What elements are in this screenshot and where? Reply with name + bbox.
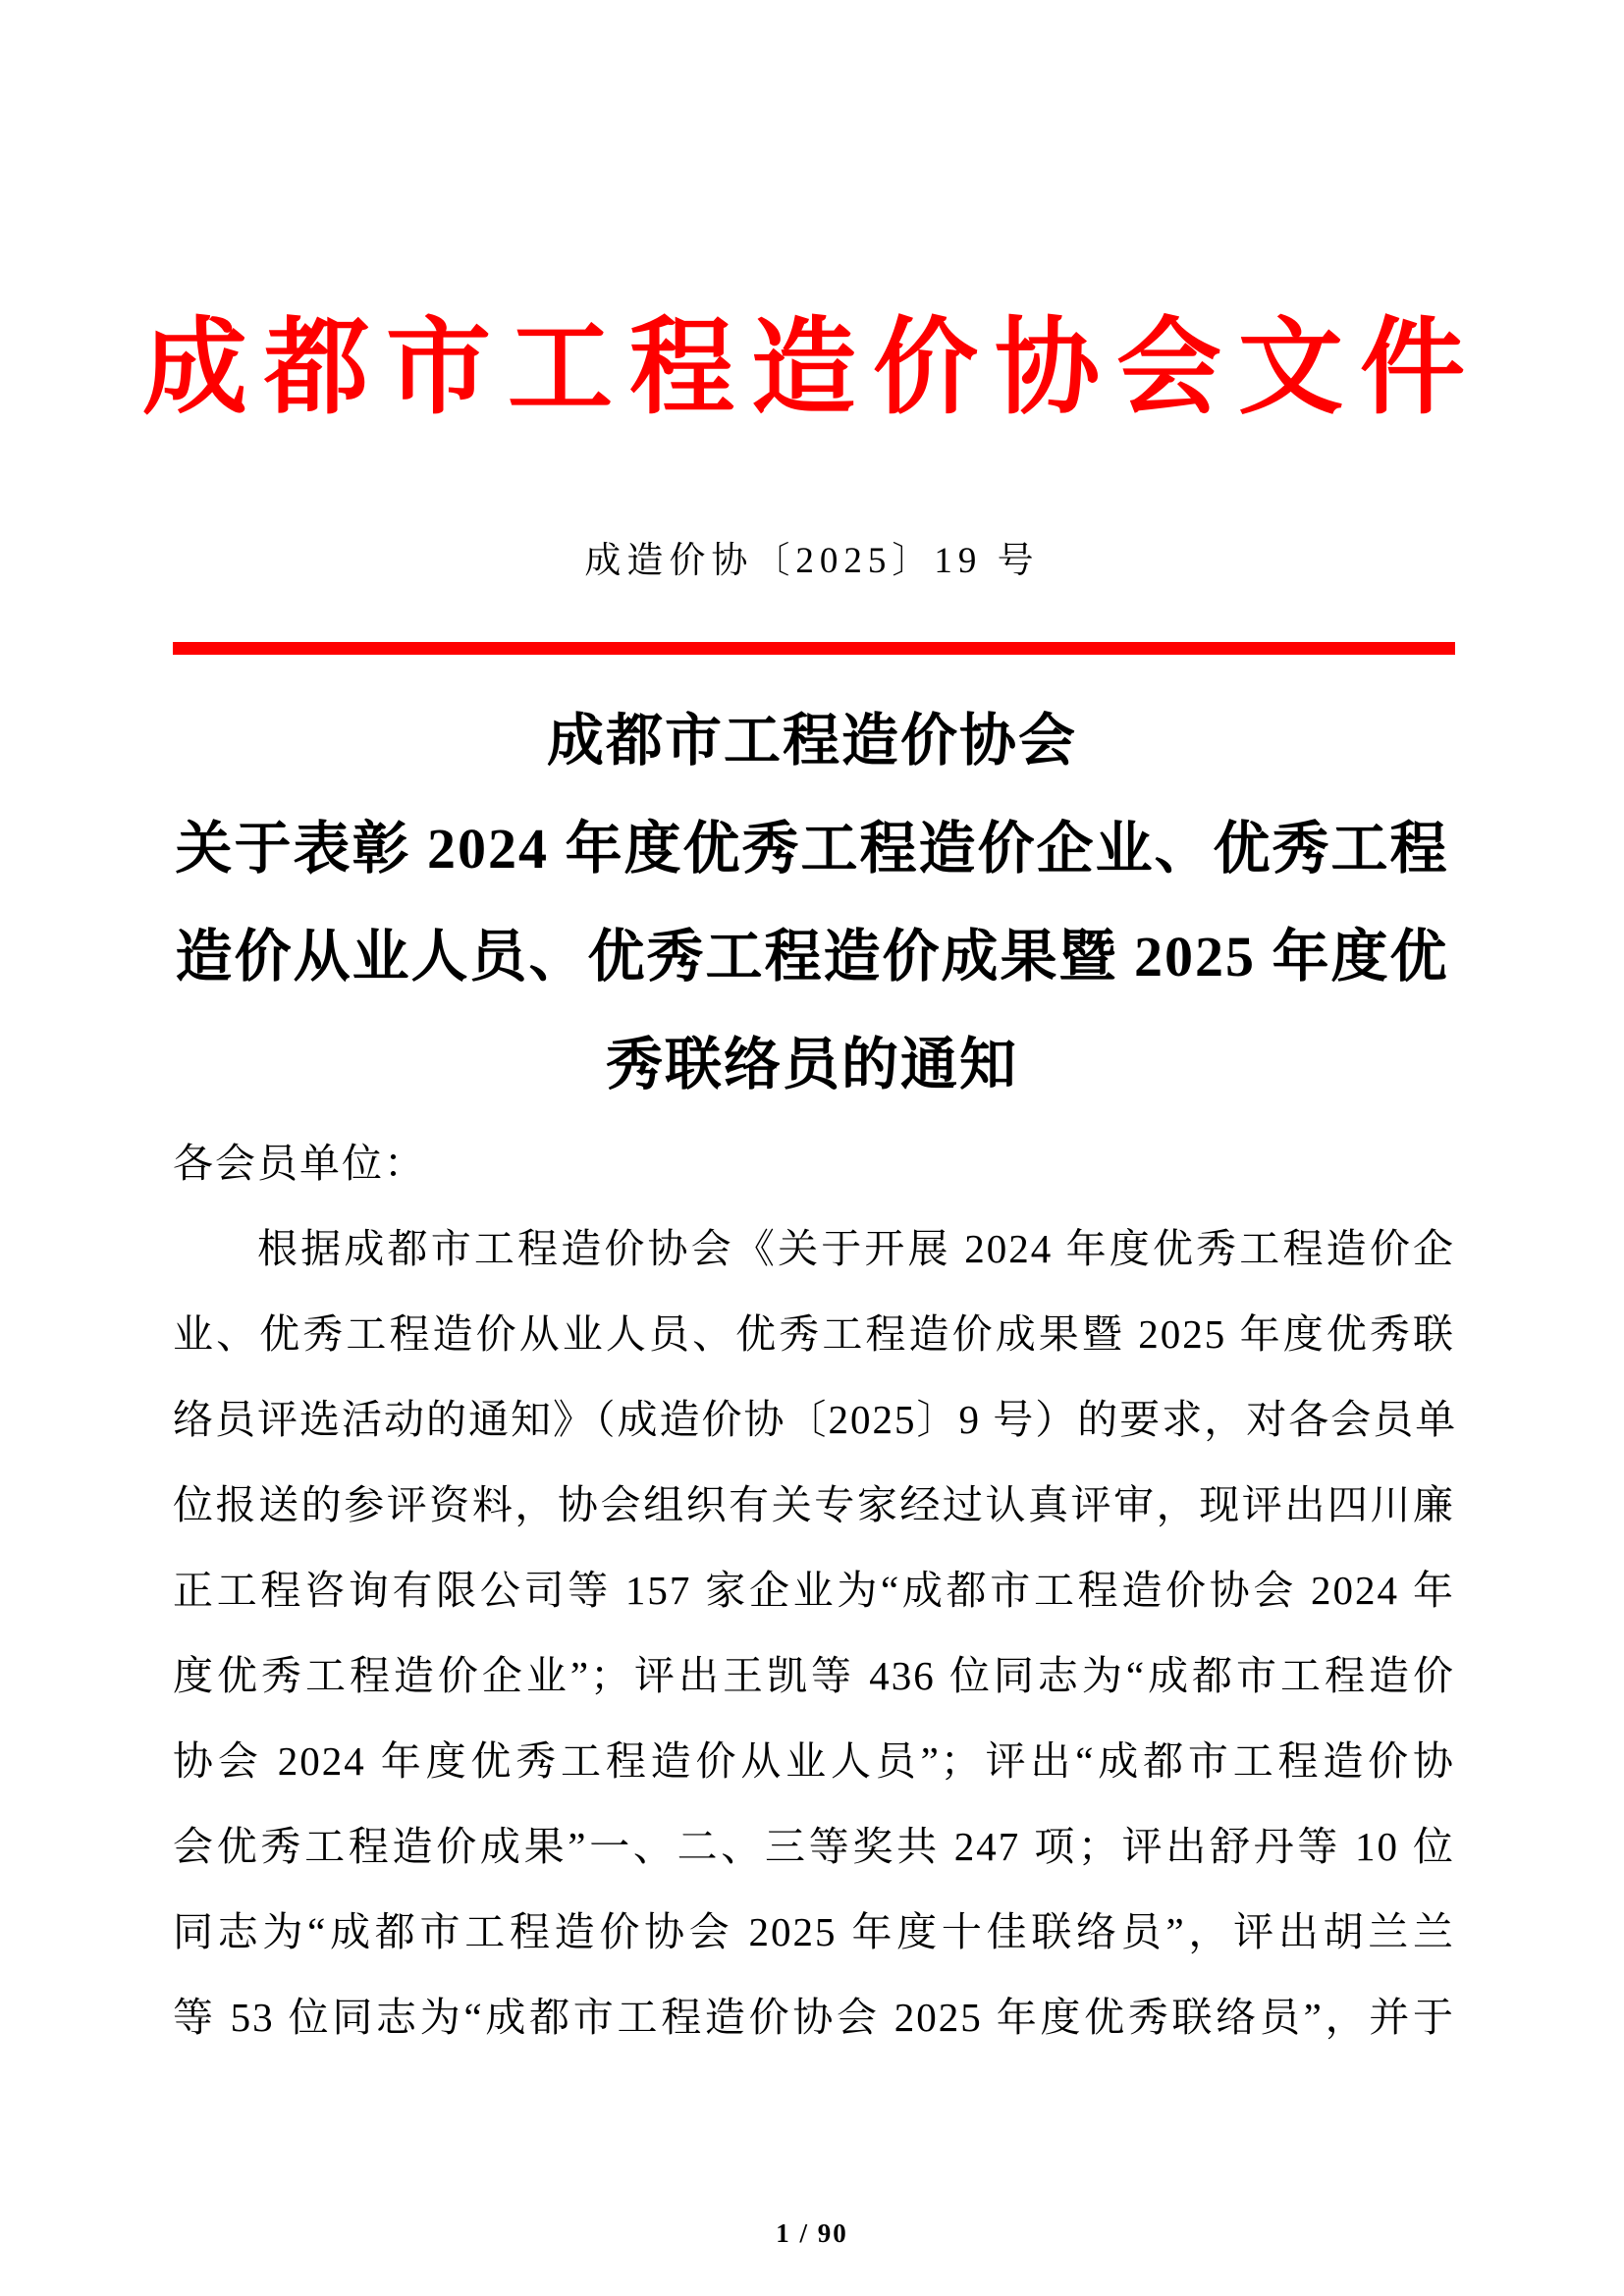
body-text-line: 协会 2024 年度优秀工程造价从业人员”；评出“成都市工程造价协 [173,1738,1455,1784]
salutation: 各会员单位： [173,1141,426,1186]
notice-title [108,687,1516,1119]
page-number-current: 1 [776,2218,791,2248]
doc-number: 成造价协〔2025〕19 号 [584,541,1040,581]
masthead-org-title: 成都市工程造价协会文件 [141,311,1482,427]
body-text-line: 同志为“成都市工程造价协会 2025 年度十佳联络员”，评出胡兰兰 [173,1909,1455,1954]
notice-title-line: 造价从业人员、优秀工程造价成果暨 2025 年度优 [175,925,1449,988]
body-text-line: 会优秀工程造价成果”一、二、三等奖共 247 项；评出舒丹等 10 位 [173,1824,1455,1869]
page-number-total: 90 [817,2218,848,2248]
body-text-line: 络员评选活动的通知》（成造价协〔2025〕9 号）的要求，对各会员单 [173,1397,1458,1442]
body-text-line: 根据成都市工程造价协会《关于开展 2024 年度优秀工程造价企 [257,1226,1455,1271]
body-text-line: 度优秀工程造价企业”；评出王凯等 436 位同志为“成都市工程造价 [173,1653,1455,1698]
red-divider-line [173,642,1455,655]
page-footer [0,2218,1624,2249]
notice-body [173,1121,1458,2060]
notice-title-line: 关于表彰 2024 年度优秀工程造价企业、优秀工程 [175,817,1449,881]
notice-title-line: 秀联络员的通知 [605,1033,1018,1096]
page-number-separator: / [799,2218,809,2248]
body-text-line: 等 53 位同志为“成都市工程造价协会 2025 年度优秀联络员”，并于 [173,1995,1455,2040]
body-text-line: 位报送的参评资料，协会组织有关专家经过认真评审，现评出四川廉 [173,1482,1455,1527]
body-text-line: 正工程咨询有限公司等 157 家企业为“成都市工程造价协会 2024 年 [173,1568,1455,1613]
body-text-line: 业、优秀工程造价从业人员、优秀工程造价成果暨 2025 年度优秀联 [173,1311,1455,1357]
notice-title-line: 成都市工程造价协会 [546,709,1077,773]
